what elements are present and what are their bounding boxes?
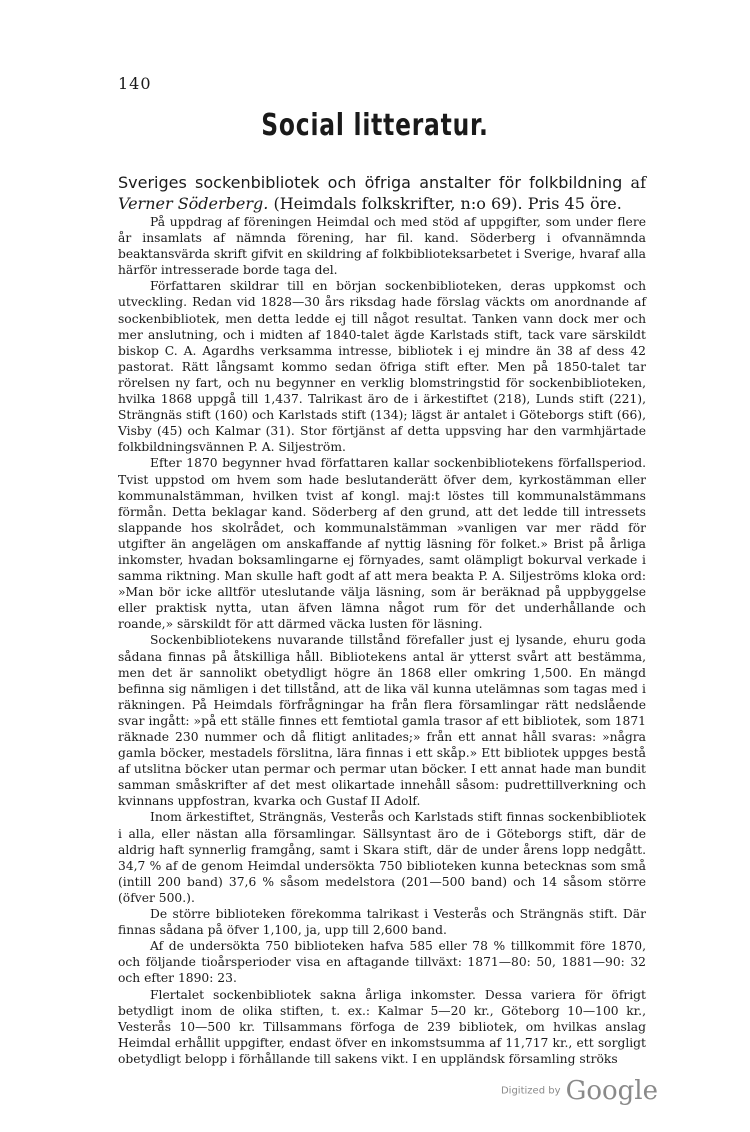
paragraph: Efter 1870 begynner hvad författaren kallar sockenbibliotekens förfallsperiod. Tvist uppstod om hvem som hade beslutanderätt öfver dem, kyrkostämman eller kommunalstämman, hvilken tvist af kongl. maj:t löstes till kommunalstämmans förmån. Detta beklagar kand. Söderberg af den grund, att det ledde till intressets slappande hos skolrådet, och kommunalstämman »vanligen var mer rädd för utgifter än angelägen om anskaffande af nyttig läsning för folket.» Brist på årliga inkomster, hvadan boksamlingarne ej förnyades, samt olämpligt bokurval verkade i samma riktning. Man skulle haft godt af att mera beakta P. A. Siljeströms kloka ord: »Man bör icke alltför uteslutande välja läsning, som är beräknad på uppbyggelse eller praktisk nytta, utan äfven lämna något rum för det underhållande och roande,» särskildt för att därmed väcka lusten för läsning. [118,456,646,632]
book-title: Sveriges sockenbibliotek och öfriga anstalter för folkbildning [118,173,623,192]
paragraph: Sockenbibliotekens nuvarande tillstånd förefaller just ej lysande, ehuru goda sådana finnas på åtskilliga håll. Bibliotekens antal är ytterst svårt att bestämma, men det är sannolikt obetydligt högre än 1868 eller omkring 1,500. En mängd befinna sig nämligen i det tillstånd, att de lika väl kunna utelämnas som tagas med i räkningen. På Heimdals förfrågningar ha från flera församlingar rätt nedslående svar ingått: »på ett ställe finnes ett femtiotal gamla trasor af ett bibliotek, som 1871 räknade 230 nummer och då flitigt anlitades;» från ett annat håll svaras: »några gamla böcker, mestadels förslitna, lära finnas i ett skåp.» Ett bibliotek uppges bestå af utslitna böcker utan permar och permar utan böcker. I ett annat hade man bundit samman småskrifter af det mest olikartade innehåll såsom: pudrettillverkning och kvinnans uppfostran, kvarka och Gustaf II Adolf. [118,633,646,809]
paragraph: Inom ärkestiftet, Strängnäs, Vesterås och Karlstads stift finnas sockenbibliotek i alla, eller nästan alla församlingar. Sällsyntast äro de i Göteborgs stift, där de aldrig haft synnerlig framgång, samt i Skara stift, där de under årens lopp nedgått. 34,7 % af de genom Heimdal undersökta 750 biblioteken kunna betecknas som små (intill 200 band) 37,6 % såsom medelstora (201—500 band) och 14 såsom större (öfver 500.). [118,810,646,905]
digitized-by-text: Digitized by [500,1085,561,1097]
book-price: Pris 45 öre. [527,194,622,213]
paragraph: Författaren skildrar till en början sockenbiblioteken, deras uppkomst och utveckling. Redan vid 1828—30 års riksdag hade förslag väckts om anordnande af sockenbibliotek, men detta ledde ej till något resultat. Tanken vann dock mer och mer anslutning, och i midten af 1840-talet ägde Karlstads stift, tack vare särskildt biskop C. A. Agardhs verksamma intresse, bibliotek i ej mindre än 38 af dess 42 pastorat. Rätt långsamt kommo sedan öfriga stift efter. Men på 1850-talet tar rörelsen ny fart, och nu begynner en verklig blomstringstid för sockenbiblioteken, hvilka 1868 uppgå till 1,437. Talrikast äro de i ärkestiftet (218), Lunds stift (221), Strängnäs stift (160) och Karlstads stift (134); lägst är antalet i Göteborgs stift (66), Visby (45) och Kalmar (31). Stor förtjänst af detta uppsving har den varmhjärtade folkbildningsvännen P. A. Siljeström. [118,279,646,455]
digitized-by-footer [501,1076,658,1106]
paragraph: Flertalet sockenbibliotek sakna årliga inkomster. Dessa variera för öfrigt betydligt inom de olika stiften, t. ex.: Kalmar 5—20 kr., Göteborg 10—100 kr., Vesterås 10—500 kr. Tillsammans förfoga de 239 bibliotek, om hvilkas anslag Heimdal erhållit uppgifter, endast öfver en inkomstsumma af 11,717 kr., ett sorgligt obetydligt belopp i förhållande till sakens vikt. I en uppländsk församling ströks [118,987,646,1066]
book-heading [118,172,646,214]
google-logo: Google [565,1076,658,1106]
page-number: 140 [118,74,152,93]
book-publication: (Heimdals folkskrifter, n:o 69). [273,194,523,213]
body-text [118,214,646,1067]
book-author: Verner Söderberg. [118,194,269,213]
paragraph: Af de undersökta 750 biblioteken hafva 585 eller 78 % tillkommit före 1870, och följande tioårsperioder visa en aftagande tillväxt: 1871—80: 50, 1881—90: 32 och efter 1890: 23. [118,939,646,986]
paragraph: På uppdrag af föreningen Heimdal och med stöd af uppgifter, som under flere år insamlats af nämnda förening, har fil. kand. Söderberg i ofvannämnda beaktansvärda skrift gifvit en skildring af folkbiblioteksarbetet i Sverige, hvaraf alla härför intresserade borde taga del. [118,215,646,278]
paragraph: De större biblioteken förekomma talrikast i Vesterås och Strängnäs stift. Där finnas sådana på öfver 1,100, ja, upp till 2,600 band. [118,907,646,938]
book-af: af [630,173,646,192]
page-title: Social litteratur. [261,108,489,143]
